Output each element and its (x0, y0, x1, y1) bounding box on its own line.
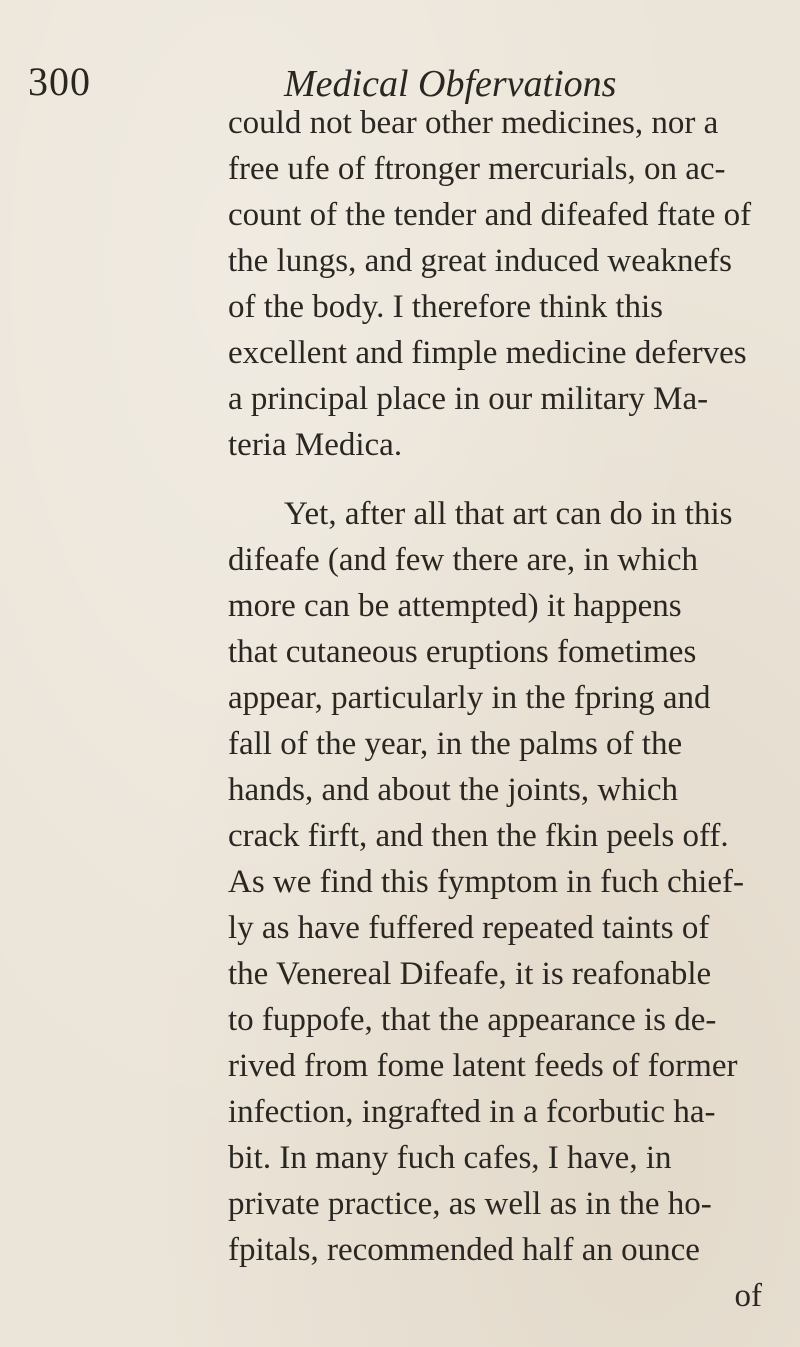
text-line: teria Medica. (228, 427, 403, 463)
text-line: could not bear other medicines, nor a (228, 105, 719, 141)
text-line: bit. In many fuch cafes, I have, in (228, 1140, 672, 1176)
text-line: to fuppofe, that the appearance is de- (228, 1002, 717, 1038)
text-line: hands, and about the joints, which (228, 772, 679, 808)
text-line: free ufe of ftronger mercurials, on ac- (228, 151, 726, 187)
text-line: that cutaneous eruptions fometimes (228, 634, 697, 670)
paragraph-first-line: Yet, after all that art can do in this (284, 496, 733, 532)
text-line: fall of the year, in the palms of the (228, 726, 683, 762)
text-line: As we find this fymptom in fuch chief- (228, 864, 744, 900)
text-line: of the body. I therefore think this (228, 289, 663, 325)
text-line: more can be attempted) it happens (228, 588, 682, 624)
page-number: 300 (28, 59, 91, 104)
text-line: crack firft, and then the fkin peels off. (228, 818, 729, 854)
catchword: of (734, 1278, 762, 1314)
text-line: difeafe (and few there are, in which (228, 542, 698, 578)
running-title: Medical Obfervations (284, 63, 617, 105)
text-line: ly as have fuffered repeated taints of (228, 910, 710, 946)
text-line: appear, particularly in the fpring and (228, 680, 711, 716)
text-line: count of the tender and difeafed ftate of (228, 197, 752, 233)
text-line: a principal place in our military Ma- (228, 381, 709, 417)
text-line: infection, ingrafted in a fcorbutic ha- (228, 1094, 716, 1130)
text-line: the Venereal Difeafe, it is reafonable (228, 956, 712, 992)
text-line: fpitals, recommended half an ounce (228, 1232, 700, 1268)
body-text (228, 100, 768, 1319)
text-line: private practice, as well as in the ho- (228, 1186, 712, 1222)
text-line: the lungs, and great induced weaknefs (228, 243, 732, 279)
paragraph-gap (228, 468, 768, 491)
text-line: excellent and fimple medicine deferves (228, 335, 747, 371)
text-line: rived from fome latent feeds of former (228, 1048, 738, 1084)
